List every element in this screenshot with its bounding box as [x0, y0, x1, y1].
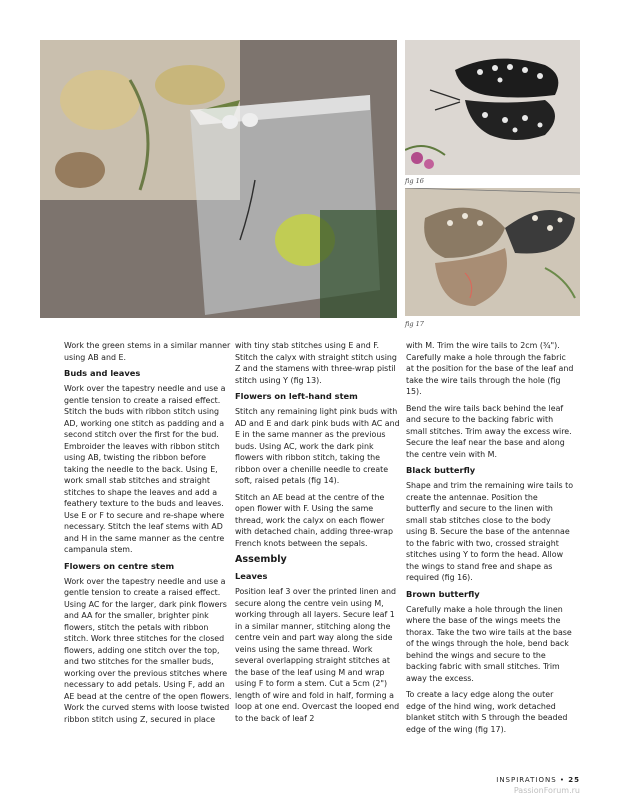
magazine-name: INSPIRATIONS [496, 776, 557, 784]
paragraph: Work the green stems in a similar manner using AB and E. [64, 341, 231, 362]
subheading-buds-and-leaves: Buds and leaves [64, 368, 141, 378]
fig16-caption: fig 16 [405, 177, 424, 185]
paragraph: Stitch an AE bead at the centre of the open flower with F. Using the same thread, work the calyx on each flower with detached chain, adding three-wrap French knots between the sepals. [235, 492, 393, 548]
black-butterfly-illustration [405, 40, 580, 175]
subheading-leaves: Leaves [235, 571, 268, 581]
fig16-photo [405, 40, 580, 175]
paragraph: Bend the wire tails back behind the leaf and secure to the backing fabric with small stitches. Trim away the excess wire. Secure the leaf near the base and along the centre vein with M. [406, 403, 572, 459]
paragraph: Work over the tapestry needle and use a gentle tension to create a raised effect. Using AC for the larger, dark pink flowers and AA for the smaller, brighter pink flowers, stitch the petals with ribbon stitch. Work three stitches for the closed flowers, adding one stitch over the top, and two stitches for the smaller buds, working over the previous stitches where necessary to add petals. Using F, add an AE bead at the centre of the open flowers. Work the curved stems with loose twisted ribbon stitch using Z, secured in place [64, 576, 232, 724]
paragraph: Position leaf 3 over the printed linen and secure along the centre vein using M, working through all layers. Secure leaf 1 in a similar manner, stitching along the centre vein and part way along the side veins using the same thread. Work several overlapping straight stitches at the base of the leaf using M and wrap using F to form a stem. Cut a 5cm (2") length of wire and fold in half, forming a loop at one end. Overcast the looped end to the back of leaf 2 [235, 587, 400, 723]
fig17-caption: fig 17 [405, 320, 424, 328]
subheading-flowers-centre-stem: Flowers on centre stem [64, 560, 175, 571]
paragraph: To create a lacy edge along the outer edge of the hind wing, work detached blanket stitch with S through the beaded edge of the wing (fig 17). [406, 690, 568, 734]
subheading-black-butterfly: Black butterfly [406, 465, 476, 475]
watermark: PassionForum.ru [513, 786, 580, 795]
paragraph: Shape and trim the remaining wire tails to create the antennae. Position the butterfly and secure to the linen with small stab stitches close to the body using B. Secure the base of the antennae to the fabric with two, crossed straight stitches using Y to form the head. Allow the wings to stand free and shape as required (fig 16). [406, 481, 574, 582]
page-number: 25 [568, 776, 580, 784]
page-footer [496, 776, 580, 784]
fig17-photo [405, 188, 580, 316]
paragraph: Stitch any remaining light pink buds with AD and E and dark pink buds with AC and E in the same manner as the previous buds. Using AC, work the dark pink flowers with ribbon stitch, taking the ribbon over a chenille needle to create soft, raised petals (fig 14). [235, 407, 400, 485]
section-heading-assembly: Assembly [235, 554, 287, 565]
paragraph: Carefully make a hole through the linen where the base of the wings meets the thorax. Take the two wire tails at the base of the wings through the hole, bend back behind the wings and secure to the backing fabric with small stitches. Trim away the excess. [406, 604, 572, 683]
brown-butterfly-illustration [405, 188, 580, 316]
text-column-1 [64, 340, 232, 730]
text-column-3 [406, 340, 574, 740]
subheading-brown-butterfly: Brown butterfly [406, 588, 480, 599]
main-photo [40, 40, 397, 318]
footer-separator: • [559, 776, 566, 784]
acrylic-block-illustration [40, 40, 397, 318]
paragraph: with M. Trim the wire tails to 2cm (¾"). Carefully make a hole through the fabric at the position for the base of the leaf and take the wire tails through the hole (fig 15). [406, 341, 574, 396]
paragraph: with tiny stab stitches using E and F. Stitch the calyx with straight stitch using Z and the stamens with three-wrap pistil stitch using Y (fig 13). [235, 341, 397, 385]
subheading-flowers-left-stem: Flowers on left-hand stem [235, 391, 358, 401]
text-column-2 [235, 340, 403, 729]
paragraph: Work over the tapestry needle and use a gentle tension to create a raised effect. Stitch the buds with ribbon stitch using AD, working one stitch as padding and a second stitch over the first for the bud. Embroider the leaves with ribbon stitch using AB, twisting the ribbon before taking the needle to the back. Using E, work small stab stitches and straight stitches to shape the leaves and add a feathery texture to the buds and leaves. Use E or F to secure and re-shape where necessary. Stitch the leaf stems with AD and H in the same manner as the centre campanula stem. [64, 384, 226, 554]
